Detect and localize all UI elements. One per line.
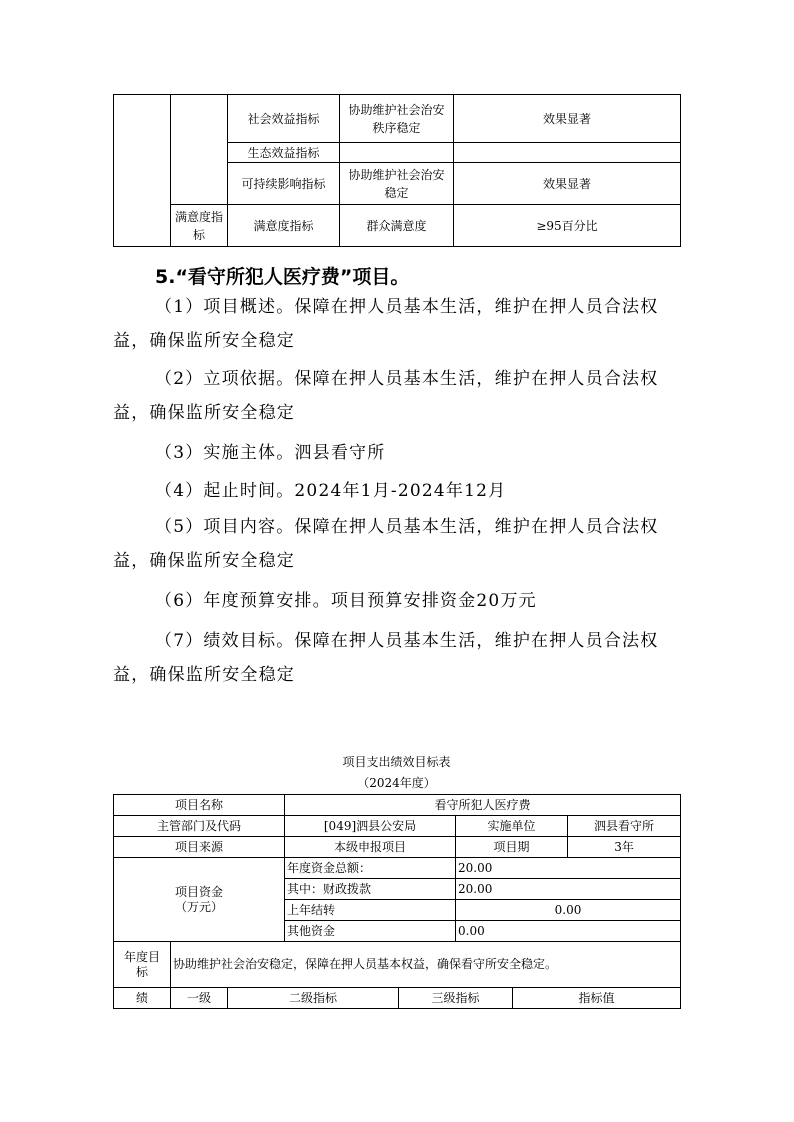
paragraph: （4）起止时间。2024年1月-2024年12月 [155, 481, 507, 501]
table-cell: 满意度指标 [171, 205, 228, 247]
table-cell: 效果显著 [454, 95, 681, 143]
paragraph: （7）绩效目标。保障在押人员基本生活，维护在押人员合法权益，确保监所安全稳定 [113, 631, 659, 685]
paragraph: （6）年度预算安排。项目预算安排资金20万元 [155, 591, 537, 611]
level1-cell [114, 95, 171, 247]
fund-fiscal-value: 20.00 [456, 879, 681, 900]
fund-other-value: 0.00 [456, 921, 681, 942]
impl-value: 泗县看守所 [568, 816, 681, 837]
paragraph: （3）实施主体。泗县看守所 [155, 443, 386, 463]
table-cell [454, 143, 681, 163]
header-perf: 绩 [114, 988, 171, 1009]
project-name: 看守所犯人医疗费 [285, 795, 681, 816]
performance-target-table [113, 794, 681, 1009]
header-level3: 三级指标 [399, 988, 513, 1009]
section-title: 5.“看守所犯人医疗费”项目。 [155, 266, 410, 288]
header-level1: 一级 [171, 988, 228, 1009]
header-value: 指标值 [513, 988, 681, 1009]
project-name-label: 项目名称 [114, 795, 285, 816]
table-cell: 协助维护社会治安稳定 [340, 163, 454, 205]
fund-carryover-label: 上年结转 [285, 900, 456, 921]
funds-unit: （万元） [175, 899, 224, 914]
dept-label: 主管部门及代码 [114, 816, 285, 837]
level2-cell [171, 95, 228, 205]
paragraph: （5）项目内容。保障在押人员基本生活，维护在押人员合法权益，确保监所安全稳定 [113, 517, 659, 571]
funds-label-cell [114, 858, 285, 942]
fund-carryover-value: 0.00 [456, 900, 681, 921]
period-label: 项目期 [456, 837, 568, 858]
table-cell: ≥95百分比 [454, 205, 681, 247]
table-cell: 可持续影响指标 [228, 163, 340, 205]
annual-goal-label: 年度目标 [114, 942, 171, 988]
fund-total-value: 20.00 [456, 858, 681, 879]
table-year: （2024年度） [357, 776, 436, 790]
source-label: 项目来源 [114, 837, 285, 858]
header-level2: 二级指标 [228, 988, 399, 1009]
dept-value: [049]泗县公安局 [285, 816, 456, 837]
table-title: 项目支出绩效目标表 [342, 755, 451, 769]
impl-label: 实施单位 [456, 816, 568, 837]
table-cell: 社会效益指标 [228, 95, 340, 143]
table-cell: 满意度指标 [228, 205, 340, 247]
fund-total-label: 年度资金总额： [285, 858, 456, 879]
period-value: 3年 [568, 837, 681, 858]
table-cell: 效果显著 [454, 163, 681, 205]
table-cell [340, 143, 454, 163]
fund-fiscal-label: 其中：财政拨款 [285, 879, 456, 900]
fund-other-label: 其他资金 [285, 921, 456, 942]
annual-goal: 协助维护社会治安稳定，保障在押人员基本权益，确保看守所安全稳定。 [171, 942, 681, 988]
source-value: 本级申报项目 [285, 837, 456, 858]
paragraph: （2）立项依据。保障在押人员基本生活，维护在押人员合法权益，确保监所安全稳定 [113, 369, 659, 423]
funds-label: 项目资金 [175, 884, 224, 899]
table-cell: 群众满意度 [340, 205, 454, 247]
paragraph: （1）项目概述。保障在押人员基本生活，维护在押人员合法权益，确保监所安全稳定 [113, 297, 659, 351]
indicator-table-continued [113, 94, 681, 247]
table-cell: 协助维护社会治安秩序稳定 [340, 95, 454, 143]
table-cell: 生态效益指标 [228, 143, 340, 163]
